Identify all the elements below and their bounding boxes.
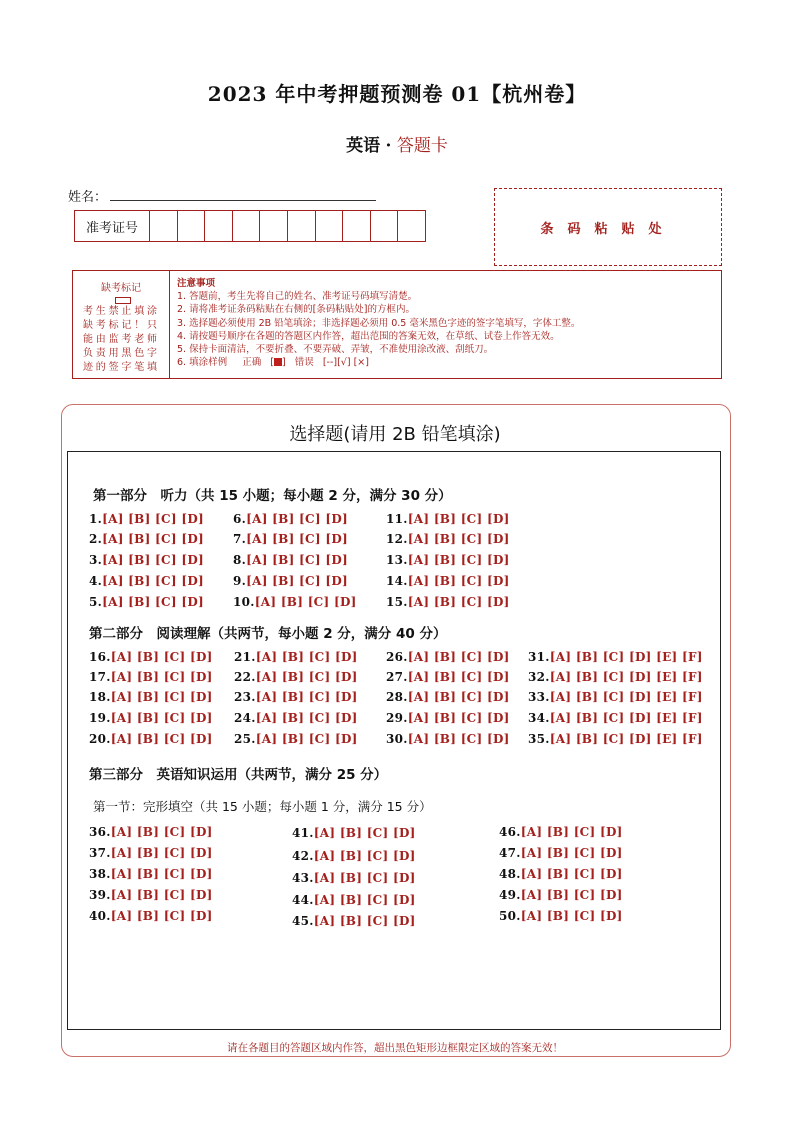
answer-options[interactable]: [A] [B] [C] [D]: [102, 553, 205, 567]
answer-options[interactable]: [A] [B] [C] [D]: [254, 595, 357, 609]
question-item[interactable]: [292, 893, 416, 907]
answer-options[interactable]: [A] [B] [C] [D]: [102, 595, 205, 609]
question-item[interactable]: [234, 650, 358, 664]
part3-section1-title: 第一节：完形填空（共 15 小题；每小题 1 分，满分 15 分）: [93, 799, 432, 814]
answer-options[interactable]: [A] [B] [C] [D]: [255, 690, 358, 704]
answer-options[interactable]: [A] [B] [C] [D]: [407, 595, 510, 609]
question-number: 18.: [89, 690, 111, 704]
question-item[interactable]: [386, 690, 510, 704]
question-number: 20.: [89, 732, 111, 746]
answer-options[interactable]: [A] [B] [C] [D]: [255, 650, 358, 664]
question-number: 7.: [233, 532, 247, 546]
subtitle-separator: ·: [385, 136, 392, 156]
question-item[interactable]: [386, 711, 510, 725]
answer-options[interactable]: [A] [B] [C] [D]: [110, 711, 213, 725]
answer-options[interactable]: [A] [B] [C] [D]: [407, 711, 510, 725]
question-number: 37.: [89, 846, 111, 860]
question-number: 32.: [528, 670, 550, 684]
note-sample-row: 6. 填涂样例 正确 [ ] 错误 [--][√] [×]: [177, 357, 369, 369]
answer-options[interactable]: [A] [B] [C] [D]: [255, 732, 358, 746]
question-number: 12.: [386, 532, 408, 546]
question-number: 40.: [89, 909, 111, 923]
answer-options[interactable]: [A] [B] [C] [D]: [520, 909, 623, 923]
question-item[interactable]: [233, 574, 348, 588]
question-number: 50.: [499, 909, 521, 923]
page-title: 2023 年中考押题预测卷 01【杭州卷】: [207, 82, 587, 106]
subject-label: 英语: [346, 136, 381, 156]
question-number: 39.: [89, 888, 111, 902]
question-number: 49.: [499, 888, 521, 902]
question-number: 3.: [89, 553, 103, 567]
question-number: 8.: [233, 553, 247, 567]
subtitle: [0, 131, 794, 156]
answer-card-label: 答题卡: [396, 136, 448, 156]
exam-id-grid: [74, 210, 426, 242]
question-number: 45.: [292, 914, 314, 928]
name-label: 姓名：: [68, 190, 108, 205]
answer-options[interactable]: [A] [B] [C] [D]: [110, 909, 213, 923]
question-item[interactable]: [89, 512, 204, 526]
exam-id-cell[interactable]: [371, 211, 399, 241]
answer-options[interactable]: [A] [B] [C] [D]: [110, 670, 213, 684]
question-number: 16.: [89, 650, 111, 664]
question-number: 5.: [89, 595, 103, 609]
question-item[interactable]: [89, 846, 213, 860]
note-item: 3. 选择题必须使用 2B 铅笔填涂；非选择题必须用 0.5 毫米黑色字迹的签字笔填写，字体工整。: [177, 317, 581, 329]
question-number: 19.: [89, 711, 111, 725]
sample-wrong-marks: [--][√] [×]: [322, 357, 369, 369]
question-item[interactable]: [233, 595, 357, 609]
absent-mark-text: 考生禁止填涂缺考标记！只能由监考老师负责用黑色字迹的签字笔填: [83, 306, 159, 373]
question-number: 48.: [499, 867, 521, 881]
question-item[interactable]: [89, 670, 213, 684]
filled-bubble-icon: [274, 358, 282, 366]
question-number: 24.: [234, 711, 256, 725]
question-number: 31.: [528, 650, 550, 664]
question-item[interactable]: [386, 595, 510, 609]
question-number: 35.: [528, 732, 550, 746]
absent-mark-title: 缺考标记: [101, 283, 141, 294]
exam-id-cell[interactable]: [178, 211, 206, 241]
answer-options[interactable]: [A] [B] [C] [D] [E] [F]: [549, 732, 703, 746]
answer-options[interactable]: [A] [B] [C] [D]: [246, 574, 349, 588]
answer-options[interactable]: [A] [B] [C] [D]: [407, 650, 510, 664]
question-item[interactable]: [528, 690, 703, 704]
exam-id-cell[interactable]: [205, 211, 233, 241]
question-number: 17.: [89, 670, 111, 684]
question-number: 26.: [386, 650, 408, 664]
answer-options[interactable]: [A] [B] [C] [D] [E] [F]: [549, 690, 703, 704]
answer-options[interactable]: [A] [B] [C] [D]: [313, 826, 416, 840]
question-number: 21.: [234, 650, 256, 664]
question-item[interactable]: [234, 711, 358, 725]
question-number: 1.: [89, 512, 103, 526]
answer-options[interactable]: [A] [B] [C] [D]: [110, 690, 213, 704]
question-number: 28.: [386, 690, 408, 704]
answer-options[interactable]: [A] [B] [C] [D]: [407, 574, 510, 588]
note-item: 5. 保持卡面清洁，不要折叠、不要弄破、弄皱，不准使用涂改液、刮纸刀。: [177, 344, 494, 356]
answer-options[interactable]: [A] [B] [C] [D]: [102, 532, 205, 546]
question-item[interactable]: [89, 888, 213, 902]
question-number: 41.: [292, 826, 314, 840]
question-item[interactable]: [89, 732, 213, 746]
question-number: 29.: [386, 711, 408, 725]
question-item[interactable]: [292, 914, 416, 928]
question-item[interactable]: [89, 532, 204, 546]
footer-warning: 请在各题目的答题区域内作答，超出黑色矩形边框限定区域的答案无效！: [227, 1042, 563, 1054]
answer-options[interactable]: [A] [B] [C] [D] [E] [F]: [549, 670, 703, 684]
question-item[interactable]: [499, 846, 623, 860]
question-item[interactable]: [499, 888, 623, 902]
question-number: 34.: [528, 711, 550, 725]
question-item[interactable]: [89, 825, 213, 839]
question-item[interactable]: [528, 711, 703, 725]
answer-options[interactable]: [A] [B] [C] [D]: [313, 914, 416, 928]
question-item[interactable]: [89, 553, 204, 567]
question-number: 42.: [292, 849, 314, 863]
question-item[interactable]: [386, 532, 510, 546]
part3-title: 第三部分 英语知识运用（共两节，满分 25 分）: [89, 767, 388, 783]
answer-options[interactable]: [A] [B] [C] [D]: [520, 888, 623, 902]
exam-id-cell[interactable]: [398, 211, 425, 241]
question-item[interactable]: [89, 867, 213, 881]
exam-id-cell[interactable]: [150, 211, 178, 241]
question-item[interactable]: [499, 867, 623, 881]
question-number: 33.: [528, 690, 550, 704]
question-number: 30.: [386, 732, 408, 746]
question-item[interactable]: [386, 650, 510, 664]
question-item[interactable]: [89, 711, 213, 725]
answer-options[interactable]: [A] [B] [C] [D]: [255, 711, 358, 725]
exam-id-cell[interactable]: [260, 211, 288, 241]
question-number: 11.: [386, 512, 408, 526]
absent-mark-panel: [73, 271, 170, 378]
choice-section-title: 选择题(请用 2B 铅笔填涂): [289, 424, 501, 445]
question-number: 2.: [89, 532, 103, 546]
sample-prefix: 6. 填涂样例: [177, 357, 228, 369]
question-item[interactable]: [528, 732, 703, 746]
question-number: 10.: [233, 595, 255, 609]
question-item[interactable]: [292, 849, 416, 863]
answer-options[interactable]: [A] [B] [C] [D]: [407, 512, 510, 526]
answer-options[interactable]: [A] [B] [C] [D]: [407, 690, 510, 704]
question-item[interactable]: [499, 909, 623, 923]
notice-box: [72, 270, 722, 379]
answer-options[interactable]: [A] [B] [C] [D]: [520, 846, 623, 860]
answer-options[interactable]: [A] [B] [C] [D]: [246, 532, 349, 546]
question-item[interactable]: [89, 650, 213, 664]
question-item[interactable]: [89, 690, 213, 704]
note-item: 2. 请将准考证条码粘贴在右侧的[条码粘贴处]的方框内。: [177, 304, 415, 316]
answer-options[interactable]: [A] [B] [C] [D]: [407, 670, 510, 684]
question-item[interactable]: [233, 532, 348, 546]
answer-options[interactable]: [A] [B] [C] [D] [E] [F]: [549, 650, 703, 664]
answer-options[interactable]: [A] [B] [C] [D]: [110, 888, 213, 902]
question-number: 38.: [89, 867, 111, 881]
answer-options[interactable]: [A] [B] [C] [D]: [407, 553, 510, 567]
exam-id-cell[interactable]: [343, 211, 371, 241]
answer-options[interactable]: [A] [B] [C] [D] [E] [F]: [549, 711, 703, 725]
question-item[interactable]: [528, 650, 703, 664]
question-item[interactable]: [499, 825, 623, 839]
answer-options[interactable]: [A] [B] [C] [D]: [255, 670, 358, 684]
question-item[interactable]: [89, 595, 204, 609]
exam-id-cell[interactable]: [288, 211, 316, 241]
note-item: 1. 答题前，考生先将自己的姓名、准考证号码填写清楚。: [177, 291, 418, 303]
question-item[interactable]: [386, 670, 510, 684]
question-item[interactable]: [233, 512, 348, 526]
question-number: 25.: [234, 732, 256, 746]
question-item[interactable]: [386, 732, 510, 746]
question-item[interactable]: [386, 574, 510, 588]
question-number: 27.: [386, 670, 408, 684]
question-number: 9.: [233, 574, 247, 588]
question-number: 13.: [386, 553, 408, 567]
name-field[interactable]: [110, 200, 376, 201]
question-number: 15.: [386, 595, 408, 609]
question-number: 22.: [234, 670, 256, 684]
question-item[interactable]: [234, 670, 358, 684]
answer-options[interactable]: [A] [B] [C] [D]: [520, 867, 623, 881]
question-item[interactable]: [292, 871, 416, 885]
question-item[interactable]: [386, 512, 510, 526]
absent-mark-checkbox[interactable]: [115, 297, 131, 304]
answer-options[interactable]: [A] [B] [C] [D]: [110, 846, 213, 860]
answer-options[interactable]: [A] [B] [C] [D]: [110, 867, 213, 881]
part2-title: 第二部分 阅读理解（共两节，每小题 2 分，满分 40 分）: [89, 626, 447, 642]
answer-options[interactable]: [A] [B] [C] [D]: [313, 871, 416, 885]
answer-options[interactable]: [A] [B] [C] [D]: [246, 553, 349, 567]
exam-id-cell[interactable]: [233, 211, 261, 241]
answer-options[interactable]: [A] [B] [C] [D]: [110, 650, 213, 664]
answer-options[interactable]: [A] [B] [C] [D]: [246, 512, 349, 526]
sample-correct-label: 正确: [242, 357, 262, 369]
barcode-area: 条码粘贴处: [494, 188, 722, 266]
question-item[interactable]: [89, 574, 204, 588]
answer-options[interactable]: [A] [B] [C] [D]: [110, 825, 213, 839]
answer-options[interactable]: [A] [B] [C] [D]: [407, 532, 510, 546]
question-number: 4.: [89, 574, 103, 588]
exam-id-cell[interactable]: [316, 211, 344, 241]
question-number: 43.: [292, 871, 314, 885]
question-number: 44.: [292, 893, 314, 907]
part1-title: 第一部分 听力（共 15 小题；每小题 2 分，满分 30 分）: [93, 488, 452, 504]
question-number: 23.: [234, 690, 256, 704]
question-number: 47.: [499, 846, 521, 860]
answer-options[interactable]: [A] [B] [C] [D]: [407, 732, 510, 746]
question-number: 14.: [386, 574, 408, 588]
question-item[interactable]: [528, 670, 703, 684]
answer-options[interactable]: [A] [B] [C] [D]: [520, 825, 623, 839]
question-item[interactable]: [89, 909, 213, 923]
question-number: 36.: [89, 825, 111, 839]
question-item[interactable]: [292, 826, 416, 840]
answer-options[interactable]: [A] [B] [C] [D]: [313, 849, 416, 863]
question-number: 46.: [499, 825, 521, 839]
question-item[interactable]: [234, 690, 358, 704]
question-item[interactable]: [233, 553, 348, 567]
notes-title: 注意事项: [177, 278, 216, 289]
answer-options[interactable]: [A] [B] [C] [D]: [110, 732, 213, 746]
question-item[interactable]: [234, 732, 358, 746]
answer-options[interactable]: [A] [B] [C] [D]: [102, 574, 205, 588]
answer-options[interactable]: [A] [B] [C] [D]: [102, 512, 205, 526]
notes-panel: [177, 277, 717, 369]
note-item: 4. 请按题号顺序在各题的答题区内作答，超出范围的答案无效，在草纸、试卷上作答无效。: [177, 330, 560, 342]
exam-id-label: 准考证号: [75, 211, 150, 241]
question-number: 6.: [233, 512, 247, 526]
question-item[interactable]: [386, 553, 510, 567]
answer-options[interactable]: [A] [B] [C] [D]: [313, 893, 416, 907]
sample-wrong-label: 错误: [294, 357, 314, 369]
